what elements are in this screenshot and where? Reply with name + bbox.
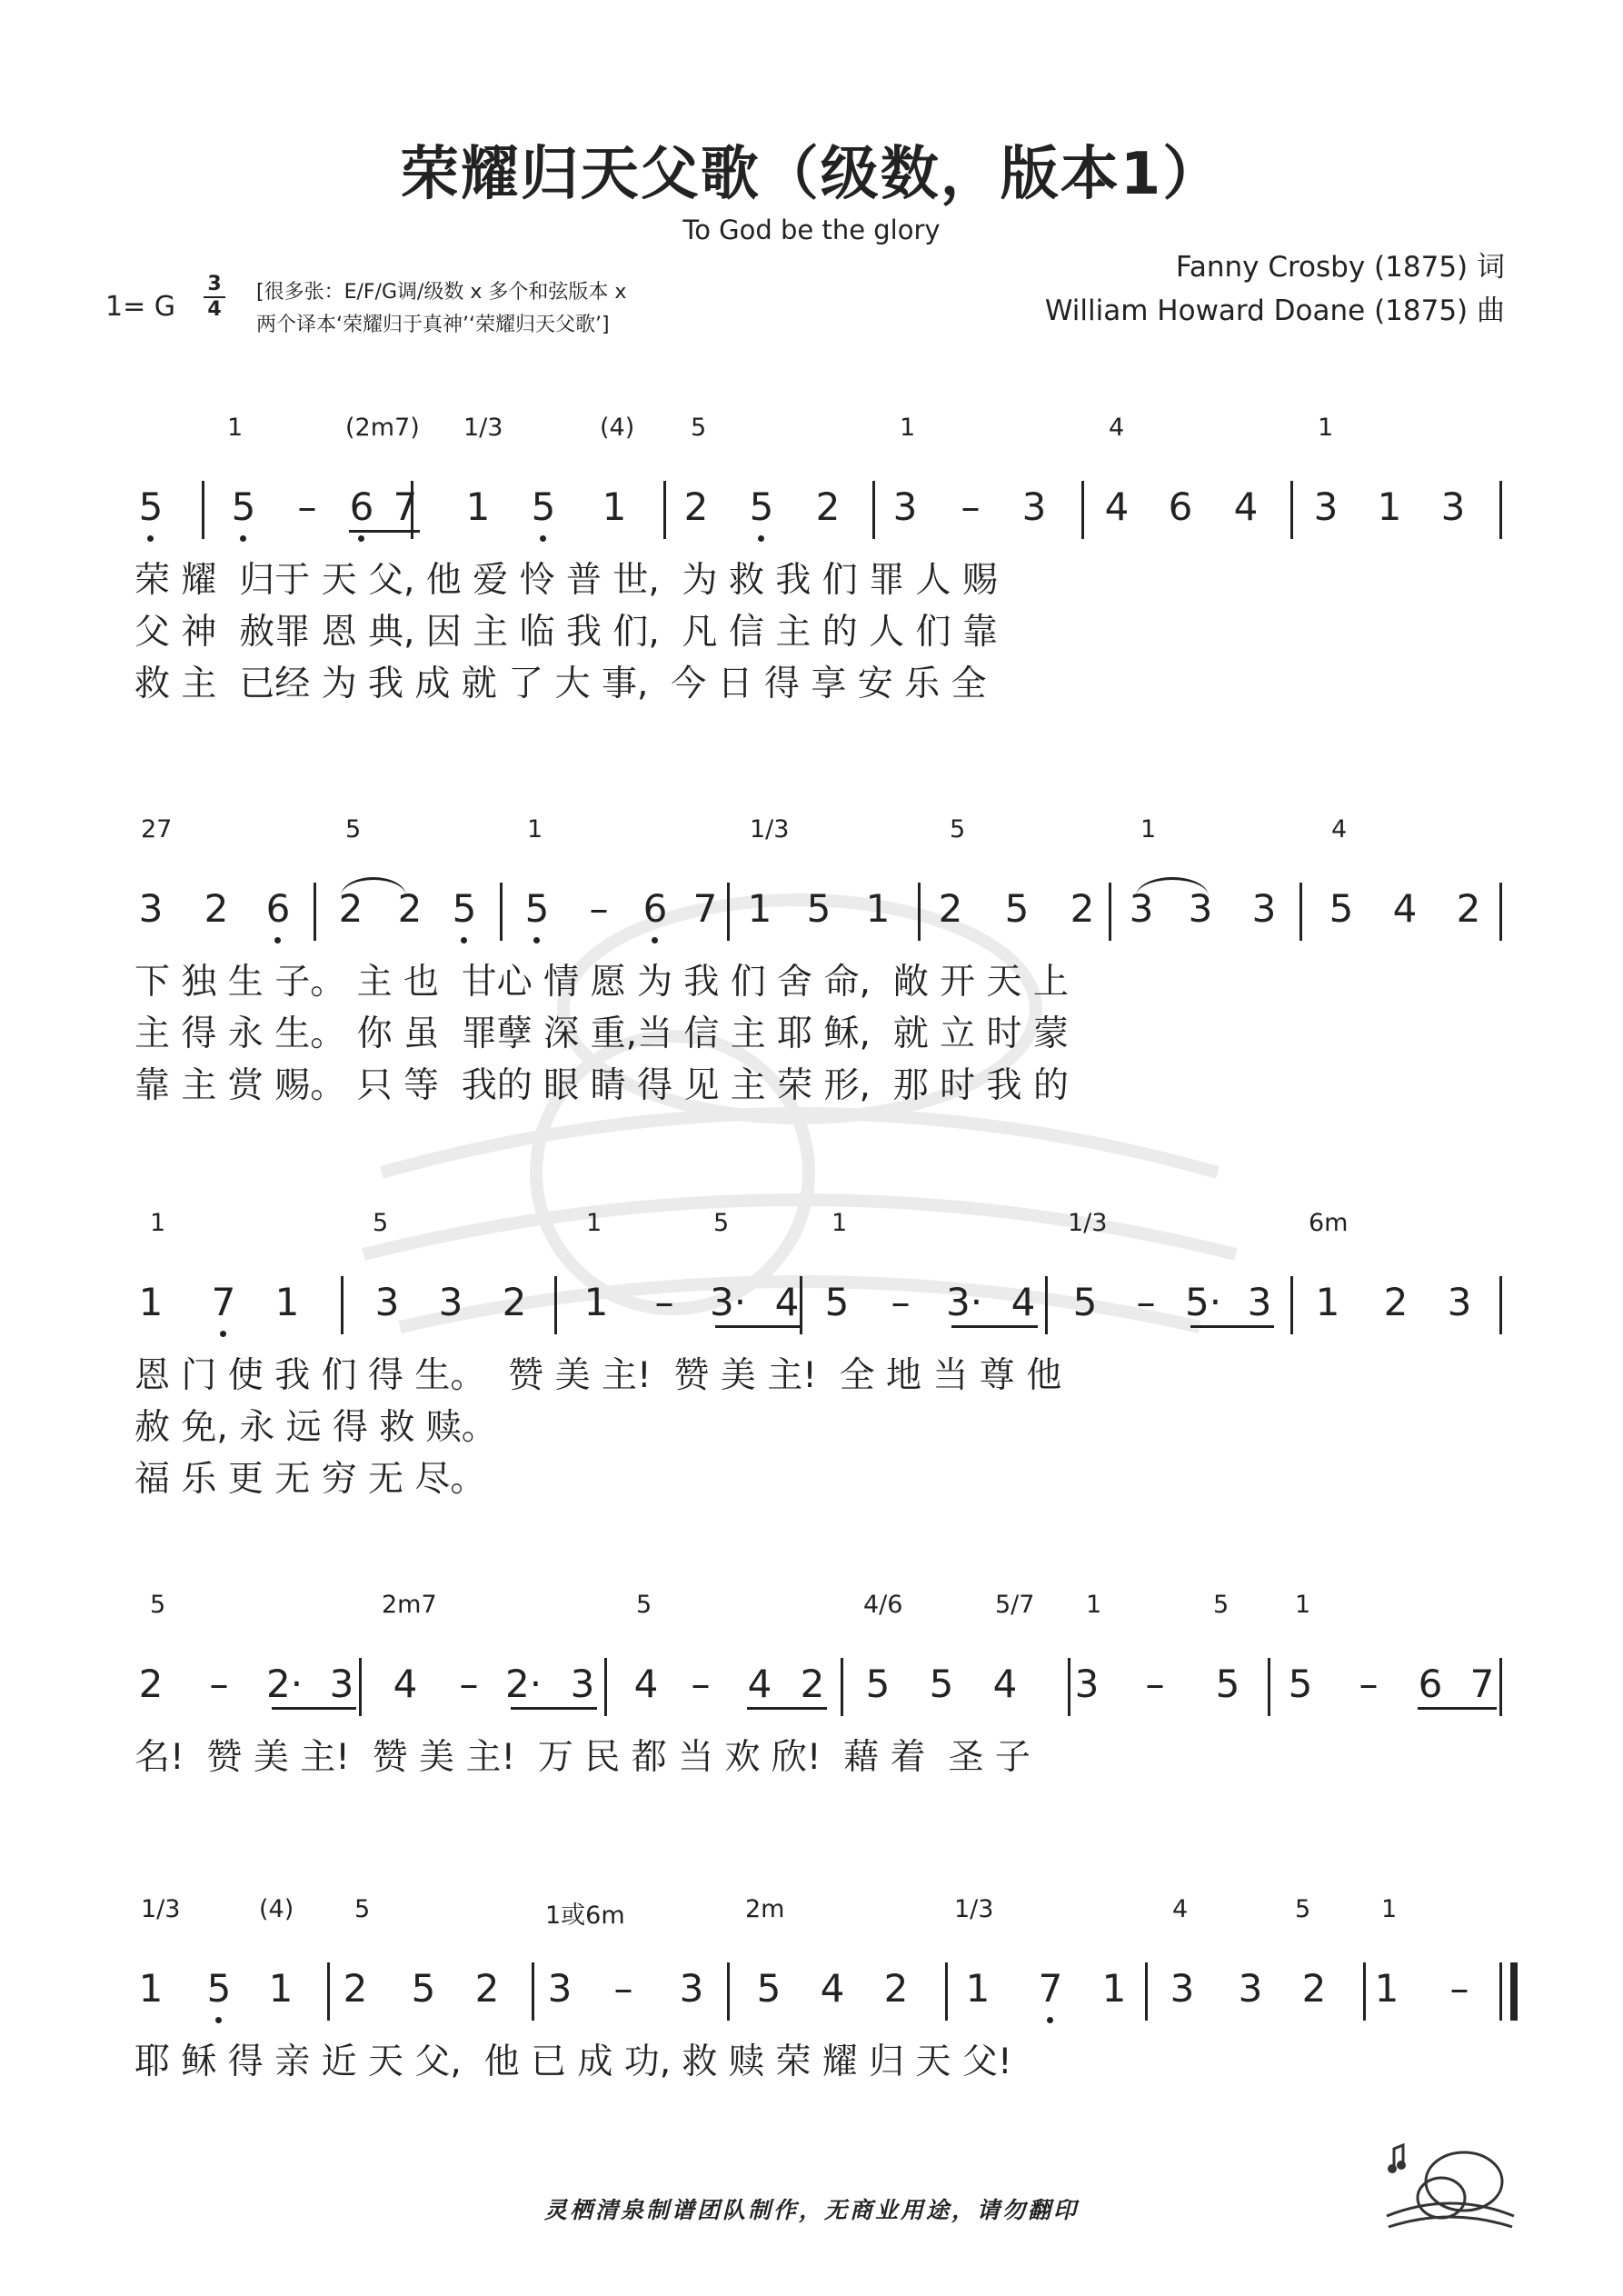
logo-image [1378,2136,1523,2236]
note: 6 [1418,1662,1443,1706]
note: 1 [583,1280,609,1324]
note: 4 [992,1662,1018,1706]
note-underline [349,530,420,533]
note: 2 [1383,1280,1409,1324]
note: – [209,1662,229,1706]
note: 5 [138,484,164,529]
note-dot [652,937,658,943]
chord-label: 5 [691,414,707,442]
note: 5 [231,484,256,529]
note: 3 [1074,1662,1100,1706]
note: 3 [1238,1966,1263,2011]
lyric-line: 赦 免, 永 远 得 救 赎。 [134,1407,497,1448]
note: 5 [1288,1662,1313,1706]
note: 3 [1129,886,1154,931]
bar-line [1290,1276,1293,1334]
note-dot [1047,2017,1053,2023]
note: 3 [1247,1280,1272,1324]
chord-label: 4 [1109,414,1125,442]
note: 1 [747,886,772,931]
version-note-line1: [很多张：E/F/G调/级数 x 多个和弦版本 x [256,281,627,304]
chord-label: 1 [586,1209,602,1237]
note: 1 [274,1280,300,1324]
note: 1 [1101,1966,1127,2011]
note: 2 [683,484,709,529]
bar-line [202,481,204,539]
chord-label: 2m [745,1895,785,1923]
note-underline [272,1707,356,1710]
chord-label: 1 [900,414,916,442]
bar-line [1363,1962,1366,2021]
note: 3 [138,886,164,931]
note-dot [215,2017,222,2023]
note: 4 [1104,484,1130,529]
chord-label: 5 [950,815,966,844]
note: 4 [1392,886,1418,931]
note: 1 [1315,1280,1340,1324]
note: – [1359,1662,1379,1706]
chord-label: 2m7 [382,1591,437,1619]
note: 5 [206,1966,232,2011]
chord-label: 1 [1318,414,1334,442]
note-underline [747,1707,827,1710]
note: 3 [374,1280,400,1324]
note: – [961,484,981,529]
chord-label: 5 [373,1209,389,1237]
note: 7 [393,484,418,529]
bar-line [314,883,316,941]
bar-line [727,883,730,941]
note: 5 [1215,1662,1240,1706]
note: – [891,1280,911,1324]
bar-line [1499,1962,1502,2021]
chord-label: 1 [227,414,244,442]
time-signature-top: 3 [207,273,222,295]
chord-label: 1或6m [545,1902,625,1930]
note: 3 [1440,484,1466,529]
note: 2 [938,886,963,931]
bar-line [1145,1962,1148,2021]
note-dot [147,535,154,542]
note: 1 [268,1966,294,2011]
chord-label: 4/6 [863,1591,903,1619]
note: 3 [1313,484,1339,529]
lyric-line: 父 神 赦罪 恩 典, 因 主 临 我 们, 凡 信 主 的 人 们 靠 [134,612,998,653]
chord-label: 1 [1295,1591,1311,1619]
note: 1 [865,886,891,931]
bar-line [1109,883,1111,941]
note: 5 [929,1662,954,1706]
note: 5 [756,1966,782,2011]
note: 2 [883,1966,909,2011]
bar-line [604,1658,607,1716]
note: – [297,484,317,529]
note: 2 [815,484,841,529]
bar-line [918,883,921,941]
note: 2 [800,1662,825,1706]
note: 2 [138,1662,164,1706]
bar-line [872,481,875,539]
note: 1 [138,1280,164,1324]
bar-line [663,481,666,539]
composer-credit: William Howard Doane (1875) 曲 [1044,294,1505,327]
note: 5 [1072,1280,1098,1324]
note: – [1145,1662,1165,1706]
note: 6 [265,886,291,931]
note: 5 [865,1662,891,1706]
note: 3 [892,484,918,529]
note-underline [951,1325,1038,1328]
note: 7 [211,1280,236,1324]
lyric-line: 救 主 已经 为 我 成 就 了 大 事, 今 日 得 享 安 乐 全 [134,664,987,704]
bar-line [727,1962,730,2021]
chord-label: 4 [1331,815,1348,844]
note: 2 [1456,886,1481,931]
note-underline [1418,1707,1497,1710]
note: 1 [965,1966,991,2011]
note-underline [1190,1325,1274,1328]
lyric-line: 福 乐 更 无 穷 无 尽。 [134,1459,486,1500]
note: 3 [1170,1966,1195,2011]
bar-line [841,1658,843,1716]
song-title: 荣耀归天父歌（级数，版本1） [400,141,1223,208]
note: 7 [1038,1966,1063,2011]
lyric-line: 荣 耀 归于 天 父, 他 爱 怜 普 世, 为 救 我 们 罪 人 赐 [134,560,998,601]
bar-line [1081,481,1084,539]
note: 4 [747,1662,772,1706]
note: 5 [452,886,477,931]
note: 5 [531,484,556,529]
note: 1 [1374,1966,1399,2011]
note-dot [358,535,364,542]
bar-line [554,1276,557,1334]
note: 3 [1251,886,1277,931]
chord-label: 1/3 [141,1895,181,1923]
note: 6 [642,886,668,931]
note: 6 [349,484,374,529]
note: 4 [1233,484,1259,529]
lyric-line: 主 得 永 生。 你 虽 罪孽 深 重,当 信 主 耶 稣, 就 立 时 蒙 [134,1013,1069,1054]
chord-label: (2m7) [345,414,420,442]
note: 2 [1301,1966,1327,2011]
note: 5· [1185,1280,1222,1324]
key-signature: 1= G [105,291,176,323]
bar-line [1499,883,1502,941]
note: – [691,1662,711,1706]
note-dot [540,535,546,542]
note: 3 [438,1280,463,1324]
note: 3 [329,1662,354,1706]
bar-line [1290,481,1293,539]
bar-line [1299,883,1302,941]
note: – [613,1966,633,2011]
note: 3 [1447,1280,1472,1324]
chord-label: 1 [831,1209,848,1237]
note: 5 [411,1966,436,2011]
note-dot [240,535,246,542]
final-bar-line [1510,1962,1518,2021]
lyric-line: 耶 稣 得 亲 近 天 父, 他 已 成 功, 救 赎 荣 耀 归 天 父! [134,2041,1012,2082]
bar-line [1268,1658,1270,1716]
note: 5 [524,886,550,931]
bar-line [1499,1276,1502,1334]
note: 3· [710,1280,747,1324]
version-note [256,276,626,342]
chord-label: 5 [354,1895,371,1923]
note: 4 [633,1662,659,1706]
lyric-line: 名! 赞 美 主! 赞 美 主! 万 民 都 当 欢 欣! 藉 着 圣 子 [134,1737,1031,1778]
note-dot [461,937,467,943]
note: 6 [1168,484,1193,529]
note-underline [511,1707,597,1710]
chord-label: (4) [259,1895,294,1923]
lyric-line: 下 独 生 子。 主 也 甘心 情 愿 为 我 们 舍 命, 敞 开 天 上 [134,962,1069,1003]
note: 2· [505,1662,543,1706]
note: 4 [774,1280,800,1324]
note: 3 [547,1966,573,2011]
note-dot [533,937,540,943]
chord-label: 1/3 [1068,1209,1108,1237]
time-signature-bottom: 4 [207,298,222,321]
note: 3 [1021,484,1047,529]
chord-label: 1 [1381,1895,1398,1923]
song-subtitle: To God be the glory [682,215,941,245]
note: 1 [138,1966,164,2011]
note: – [1449,1966,1469,2011]
chord-label: 1/3 [463,414,503,442]
note: 2· [266,1662,304,1706]
note: 1 [602,484,627,529]
time-signature [204,275,225,320]
bar-line [327,1962,330,2021]
bar-line [1499,481,1502,539]
bar-line [500,883,503,941]
chord-label: 5/7 [995,1591,1035,1619]
note-underline [715,1325,802,1328]
note: 1 [1377,484,1402,529]
chord-label: 1 [1086,1591,1102,1619]
note: 3 [570,1662,595,1706]
note-dot [220,1331,226,1337]
chord-label: 4 [1172,1895,1189,1923]
chord-label: 1 [1140,815,1157,844]
note: 7 [692,886,718,931]
note: – [654,1280,674,1324]
note: 2 [1070,886,1095,931]
chord-label: 5 [1295,1895,1311,1923]
note: 4 [1011,1280,1036,1324]
chord-label: 1/3 [954,1895,994,1923]
note: 2 [343,1966,368,2011]
note: 5 [1329,886,1354,931]
chord-label: 5 [150,1591,166,1619]
chord-label: 5 [1213,1591,1230,1619]
footer-notice: 灵栖清泉制谱团队制作，无商业用途，请勿翻印 [543,2197,1079,2223]
note: 7 [1469,1662,1495,1706]
chord-label: 5 [345,815,362,844]
note: 2 [338,886,363,931]
note: 5 [749,484,774,529]
note: 2 [397,886,423,931]
note: 4 [393,1662,418,1706]
note: 4 [820,1966,845,2011]
chord-label: 1 [527,815,543,844]
note: 5 [824,1280,850,1324]
chord-label: 27 [141,815,173,844]
note: 2 [502,1280,527,1324]
note: – [589,886,609,931]
note: 3 [679,1966,704,2011]
lyric-line: 靠 主 赏 赐。 只 等 我的 眼 睛 得 见 主 荣 形, 那 时 我 的 [134,1065,1069,1106]
bar-line [341,1276,344,1334]
note: 2 [474,1966,500,2011]
chord-label: 5 [713,1209,730,1237]
version-note-line2: 两个译本‘荣耀归于真神’‘荣耀归天父歌’] [256,314,610,336]
note: 5 [1004,886,1030,931]
note: 3 [1188,886,1213,931]
note: – [459,1662,479,1706]
bar-line [945,1962,948,2021]
chord-label: 6m [1309,1209,1349,1237]
note-dot [758,535,764,542]
bar-line [532,1962,534,2021]
note: 5 [806,886,831,931]
chord-label: (4) [600,414,635,442]
note: 1 [465,484,491,529]
lyric-line: 恩 门 使 我 们 得 生。 赞 美 主! 赞 美 主! 全 地 当 尊 他 [134,1355,1062,1396]
bar-line [1045,1276,1048,1334]
note: 2 [204,886,229,931]
note: 3· [946,1280,983,1324]
chord-label: 1/3 [750,815,790,844]
chord-label: 5 [636,1591,652,1619]
note: – [1136,1280,1156,1324]
note-dot [274,937,281,943]
lyricist-credit: Fanny Crosby (1875) 词 [1175,251,1505,284]
chord-label: 1 [150,1209,166,1237]
